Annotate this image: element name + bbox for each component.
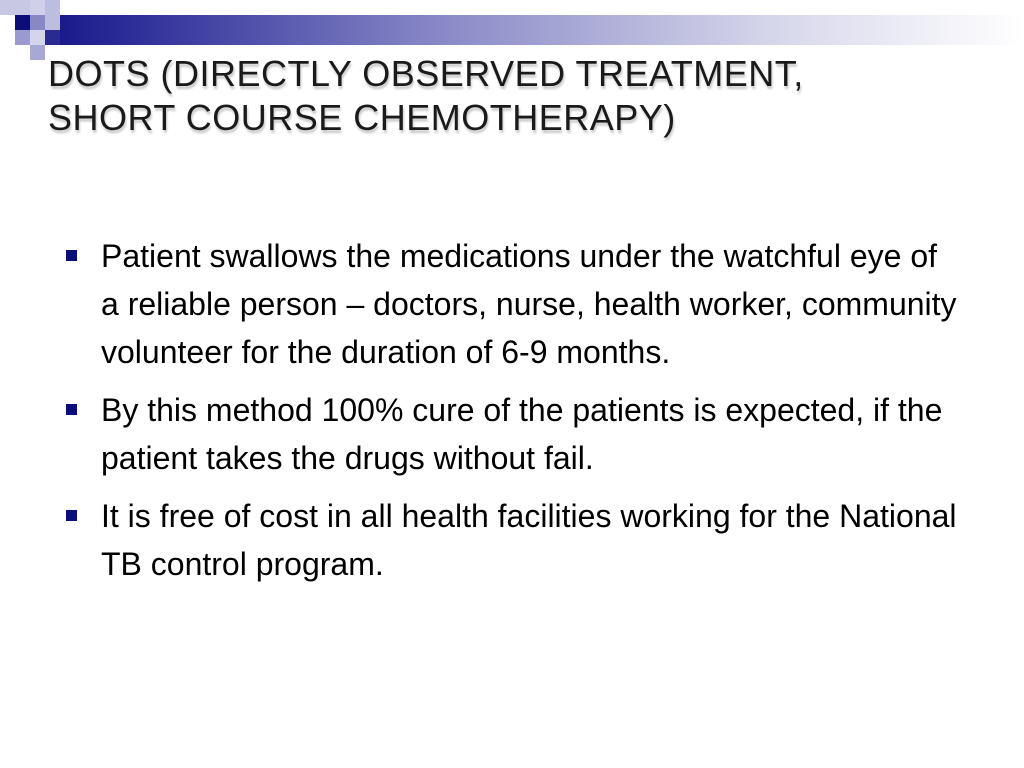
decorative-square [30, 15, 45, 30]
square-bullet-icon [66, 404, 77, 415]
bullet-text: Patient swallows the medications under the watchful eye of a reliable person – doctors, nurse, health worker, community volunteer for the duration of 6-9 months. [101, 238, 957, 370]
bullet-list [62, 232, 962, 598]
bullet-text: It is free of cost in all health facilities working for the National TB control program. [101, 498, 957, 582]
header-gradient-band [60, 15, 1024, 45]
decorative-square [30, 0, 45, 15]
bullet-text: By this method 100% cure of the patients is expected, if the patient takes the drugs without fail. [101, 392, 943, 476]
decorative-square [0, 0, 30, 15]
square-bullet-icon [66, 250, 77, 261]
decorative-square [45, 30, 60, 45]
decorative-square [30, 30, 45, 45]
bullet-item [62, 232, 962, 376]
slide-title [48, 52, 988, 140]
bullet-item [62, 492, 962, 588]
slide-title-line-2: SHORT COURSE CHEMOTHERAPY) [48, 97, 676, 138]
decorative-square [45, 0, 60, 30]
square-bullet-icon [66, 510, 77, 521]
slide-title-line-1: DOTS (DIRECTLY OBSERVED TREATMENT, [48, 53, 804, 94]
decorative-square [15, 30, 30, 45]
bullet-item [62, 386, 962, 482]
decorative-square [15, 15, 30, 30]
decorative-square [30, 45, 45, 60]
